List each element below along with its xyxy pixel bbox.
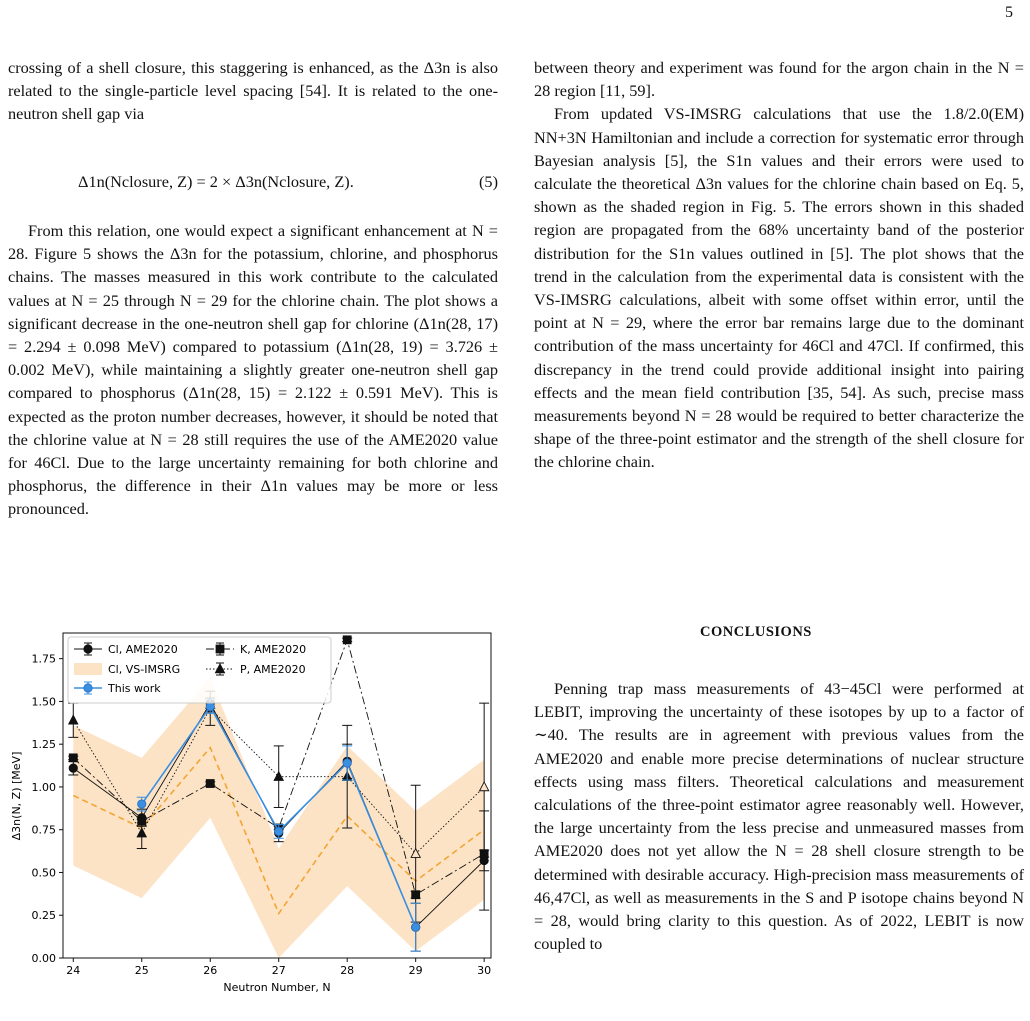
equation-text: Δ1n(Nclosure, Z) = 2 × Δ3n(Nclosure, Z). [78,172,354,191]
y-tick-label: 1.50 [31,695,56,709]
legend-entry [74,663,180,676]
left-paragraph-1: crossing of a shell closure, this staggering is enhanced, as the Δ3n is also related to the single-particle level spacing [54]. It is related to the one-neutron shell gap via [8,58,498,124]
x-tick-label: 28 [340,964,355,977]
page-number: 5 [1005,4,1013,21]
y-tick-label: 0.75 [31,823,56,837]
data-point [274,772,283,781]
x-tick-label: 29 [408,964,423,977]
conclusions-paragraph: Penning trap mass measurements of 43−45Cl were performed at LEBIT, improving the uncertainty of these isotopes by up to a factor of ∼40. The results are in agreement with previous values from the AME2020 and enable more precise determinations of nuclear structure effects using mass filters. Theoretical calculations and measurement calculations of the three-point estimator agree reasonably well. However, the large uncertainty from the less precise and unmeasured masses from AME2020 does not yet allow the N = 28 shell closure strength to be determined with desirable accuracy. High-precision mass measurements of 46,47Cl, as well as measurements in the S and P isotope chains beyond N = 28, would bring clarity to this question. As of 2022, LEBIT is now coupled to [534,679,1024,954]
right-paragraph-1: between theory and experiment was found for the argon chain in the N = 28 region [11, 59]. [534,58,1024,101]
equation-number: (5) [479,172,498,191]
legend-label: This work [108,682,161,695]
y-tick-label: 0.50 [31,866,56,880]
equation-5 [78,172,498,192]
x-tick-label: 30 [477,964,492,977]
data-point [138,800,146,808]
x-tick-label: 26 [203,964,218,977]
data-point [69,764,77,772]
legend-marker [84,684,92,692]
legend-label: Cl, VS-IMSRG [108,663,181,676]
y-tick-label: 0.00 [31,952,56,965]
legend-marker [84,645,92,653]
data-point [206,780,214,788]
data-point [206,702,214,710]
legend-label: K, AME2020 [240,643,307,656]
chart-svg [0,630,500,1016]
left-column-body [8,219,498,521]
legend-swatch [74,663,102,675]
conclusions-body [534,677,1024,955]
legend [68,637,331,703]
data-point [69,715,78,724]
x-axis-label: Neutron Number, N [223,981,331,994]
data-point [411,923,419,931]
right-paragraph-2: From updated VS-IMSRG calculations that use the 1.8/2.0(EM) NN+3N Hamiltonian and include a correction for systematic error through Bayesian analysis [5], the S1n values and their errors were used to calculate the theoretical Δ3n values for the chlorine chain based on Eq. 5, shown as the shaded region in Fig. 5. The errors shown in this shaded region are propagated from the 68% uncertainty band of the posterior distribution for the S1n values outlined in [5]. The plot shows that the trend in the calculation from the experimental data is consistent with the VS-IMSRG calculations, albeit with some offset within error, until the point at N = 29, where the error bar remains large due to the dominant contribution of the mass uncertainty for 46Cl and 47Cl. If confirmed, this discrepancy in the trend could provide additional insight into pairing effects and the mean field contribution [35, 54]. As such, precise mass measurements beyond N = 28 would be required to better characterize the shape of the three-point estimator and the strength of the shell closure for the chlorine chain. [534,104,1024,472]
x-tick-label: 25 [134,964,149,977]
x-tick-label: 27 [271,964,286,977]
legend-label: P, AME2020 [240,663,306,676]
left-paragraph-2: From this relation, one would expect a significant enhancement at N = 28. Figure 5 shows the Δ3n for the potassium, chlorine, and phosphorus chains. The masses measured in this work contribute to the calculated values at N = 25 through N = 29 for the chlorine chain. The plot shows a significant decrease in the one-neutron shell gap for chlorine (Δ1n(28, 17) = 2.294 ± 0.098 MeV) compared to potassium (Δ1n(28, 19) = 3.726 ± 0.002 MeV), while maintaining a slightly greater one-neutron shell gap compared to phosphorus (Δ1n(28, 15) = 2.122 ± 0.591 MeV). This is expected as the proton number decreases, however, it should be noted that the chlorine value at N = 28 still requires the use of the AME2020 value for 46Cl. Due to the large uncertainty remaining for both chlorine and phosphorus, the difference in their Δ1n values may be more or less pronounced. [8,221,498,519]
legend-label: Cl, AME2020 [108,643,178,656]
y-tick-label: 1.00 [31,780,56,794]
figure-5-chart [0,630,500,1016]
y-axis-label: Δ3n(N, Z) [MeV] [10,751,23,841]
data-point [343,636,351,644]
conclusions-heading: CONCLUSIONS [700,624,812,640]
x-tick-label: 24 [66,964,81,977]
data-point [275,827,283,835]
legend-marker [216,645,224,653]
data-point [69,754,77,762]
y-tick-label: 1.75 [31,652,56,666]
vs-imsrg-band [73,677,484,958]
data-point [343,759,351,767]
right-column [534,56,1024,474]
y-tick-label: 1.25 [31,738,56,752]
y-tick-label: 0.25 [31,909,56,923]
left-column [8,56,498,126]
